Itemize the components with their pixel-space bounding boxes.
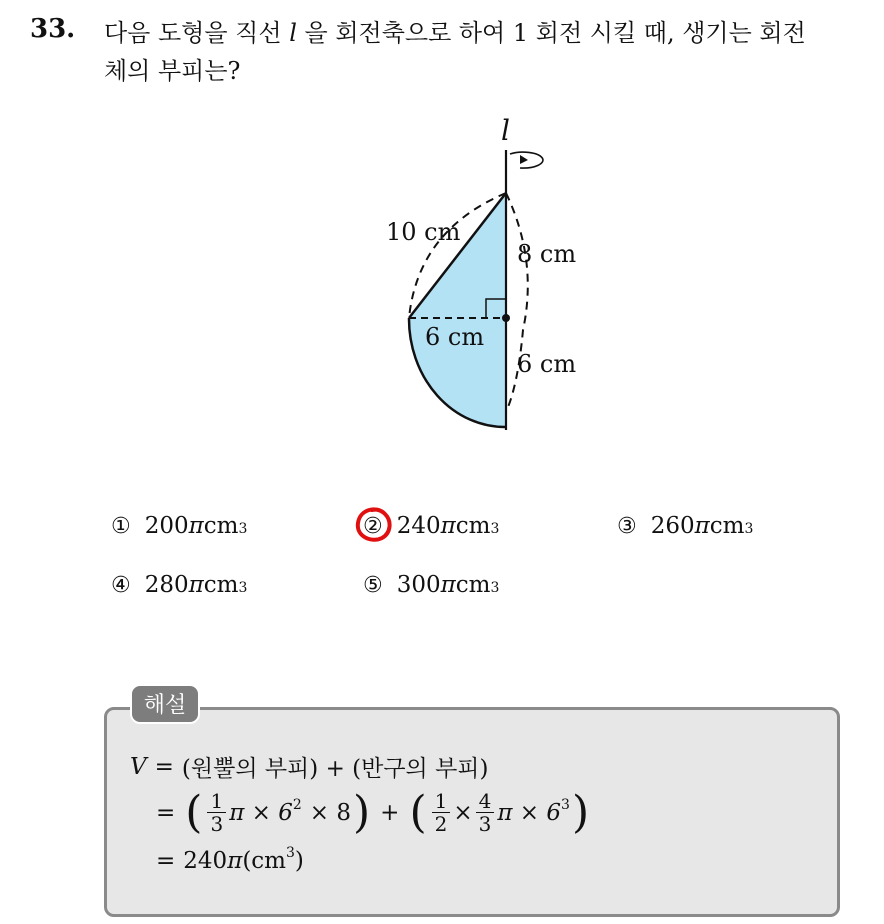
choice-1-pi: π [188,513,204,539]
choice-4-value: 280 [144,572,189,598]
question-text-part2: 을 회전축으로 하여 1 회전 시킬 때, 생기는 회전 [304,19,806,47]
question-text-line2: 체의 부피는? [104,57,241,85]
choice-5-pi: π [440,572,456,598]
choice-1[interactable] [111,513,247,539]
result-unit-close: ) [294,848,304,874]
equals-3: = [156,848,176,874]
fraction-4-3: $\frac{4}{3}$ [476,790,495,835]
choice-5-unit: cm [455,572,491,598]
choice-1-exp: 3 [238,521,248,537]
part1: π × 6 [229,799,293,826]
exp-2: 2 [292,796,302,813]
axis-variable: l [289,19,297,47]
volume-var: V [130,753,147,780]
choice-2-value: 240 [396,513,441,539]
question-number: 33. [30,14,76,44]
choice-3-exp: 3 [744,521,754,537]
solution-line-2 [156,786,591,838]
rotated-outline-right [506,193,528,412]
choice-3[interactable] [617,513,753,539]
choice-2-exp: 3 [490,521,500,537]
rotation-arrowhead [520,155,528,164]
choice-3-value: 260 [650,513,695,539]
choice-1-value: 200 [144,513,189,539]
choice-4-unit: cm [203,572,239,598]
label-lower: 6 cm [517,350,577,378]
center-point [502,314,510,322]
axis-label: l [501,114,510,147]
fraction-1-3: $\frac{1}{3}$ [207,790,226,835]
part2: π × 6 [497,799,562,826]
label-hypotenuse: 10 cm [386,218,461,246]
solution-line-1-text: (원뿔의 부피) + (반구의 부피) [181,756,489,782]
choice-4-mark: ④ [111,573,131,598]
solution-tag: 해설 [130,684,200,724]
question-text-part1: 다음 도형을 직선 [104,19,282,47]
result-pi: π [227,848,243,874]
equals-1: = [154,753,174,780]
solution-line-1 [130,750,489,783]
part1b: × 8 [309,799,351,826]
exp-3: 3 [561,796,570,813]
choice-5-mark: ⑤ [363,573,383,598]
equals-2: = [156,799,176,826]
result-value: 240 [183,848,228,874]
choice-3-pi: π [694,513,710,539]
choice-5-value: 300 [396,572,441,598]
result-exp: 3 [285,845,295,861]
fraction-1-2: $\frac{1}{2}$ [432,790,451,835]
paren-open-2: ( [409,786,427,838]
choice-5[interactable] [363,572,499,598]
plus-sign: + [380,799,400,826]
solution-line-3 [156,845,304,874]
answer-circle-mark [354,505,394,545]
label-height: 8 cm [517,240,577,268]
choice-1-unit: cm [203,513,239,539]
label-radius: 6 cm [425,323,485,351]
choice-4-pi: π [188,572,204,598]
times-sign: × [453,799,473,826]
choice-2-mark: ② [363,514,383,539]
choice-5-exp: 3 [490,580,500,596]
choice-1-mark: ① [111,514,131,539]
paren-close-1: ) [352,786,371,838]
choice-3-unit: cm [709,513,745,539]
paren-close-2: ) [571,786,590,838]
result-unit-open: (cm [242,848,286,874]
choice-4[interactable] [111,572,247,598]
choice-2-unit: cm [455,513,491,539]
paren-open-1: ( [185,786,203,838]
choice-3-mark: ③ [617,514,637,539]
choice-4-exp: 3 [238,580,248,596]
choice-2-pi: π [440,513,456,539]
